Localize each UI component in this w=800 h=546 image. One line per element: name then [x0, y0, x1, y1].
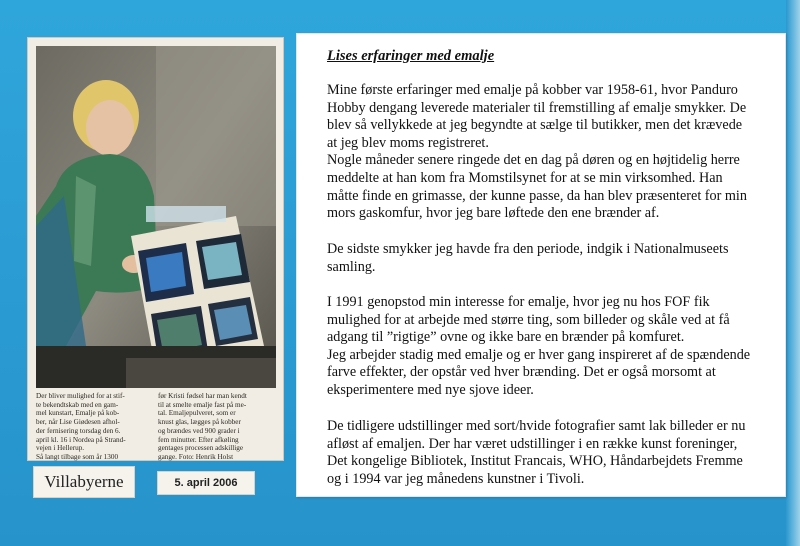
- page-edge: [786, 0, 800, 546]
- article-title: Lises erfaringer med emalje: [327, 48, 495, 64]
- article-paragraph: Mine første erfaringer med emalje på kobber var 1958-61, hvor Panduro Hobby dengang leverede materialer til fremstilling af emalje smykker. De blev så vellykkede at jeg begyndte at sælge til butikker, men det krævede at jeg blev moms registreret. Nogle måneder senere ringede det en dag på døren og en højtidelig herre meddelte at han kom fra Momstilsynet for at se min virksomhed. Han måtte finde en grimasse, der kunne passe, da han blev præsenteret for min mors gaskomfur, hvor jeg bare løftede den ene brænder af.: [327, 82, 747, 222]
- photo-caption-left: Der bliver mulighed for at stif- te bekendtskab med en gam- mel kunstart, Emalje på kob- ber, når Lise Giødesen afhol- der fernisering torsdag den 6. april kl. 16 i Nordea på Strand- vejen i Hellerup. Så langt tilbage som år 1300: [36, 392, 126, 461]
- article-paragraph: I 1991 genopstod min interesse for emalje, hvor jeg nu hos FOF fik mulighed for at arbejde med større ting, som billeder og skåle ved at få adgang til ”rigtige” ovne og ikke bare en brænder på komfuret. Jeg arbejder stadig med emalje og er hver gang inspireret af de spændende farve effekter, der opstår ved hver brænding. Det er også morsomt at eksperimentere med nye sjove ideer.: [327, 294, 751, 398]
- article-paragraph: De tidligere udstillinger med sort/hvide fotografier samt lak billeder er nu afløst af emaljen. Der har været udstillinger i en række kunst foreninger, Det kongelige Bibliotek, Institut Francais, WHO, Håndarbejdets Fremme og i 1994 var jeg månedens kunstner i Tivoli.: [327, 418, 746, 487]
- article-paragraph: De sidste smykker jeg havde fra den periode, indgik i Nationalmuseets samling.: [327, 241, 729, 275]
- newspaper-clipping: [27, 37, 284, 461]
- article-sheet: [296, 33, 786, 497]
- publication-date-label: 5. april 2006: [157, 471, 255, 495]
- photo-caption-right: før Kristi fødsel har man kendt til at smelte emalje fast på me- tal. Emaljepulveret, som er knust glas, lægges på kobber og brændes ved 900 grader i fem minutter. Efter afkøling gentages processen adskillige gange. Foto: Henrik Holst: [158, 392, 247, 461]
- photo-illustration: [36, 46, 276, 388]
- newspaper-name-label: Villabyerne: [33, 466, 135, 498]
- news-photo: [36, 46, 276, 388]
